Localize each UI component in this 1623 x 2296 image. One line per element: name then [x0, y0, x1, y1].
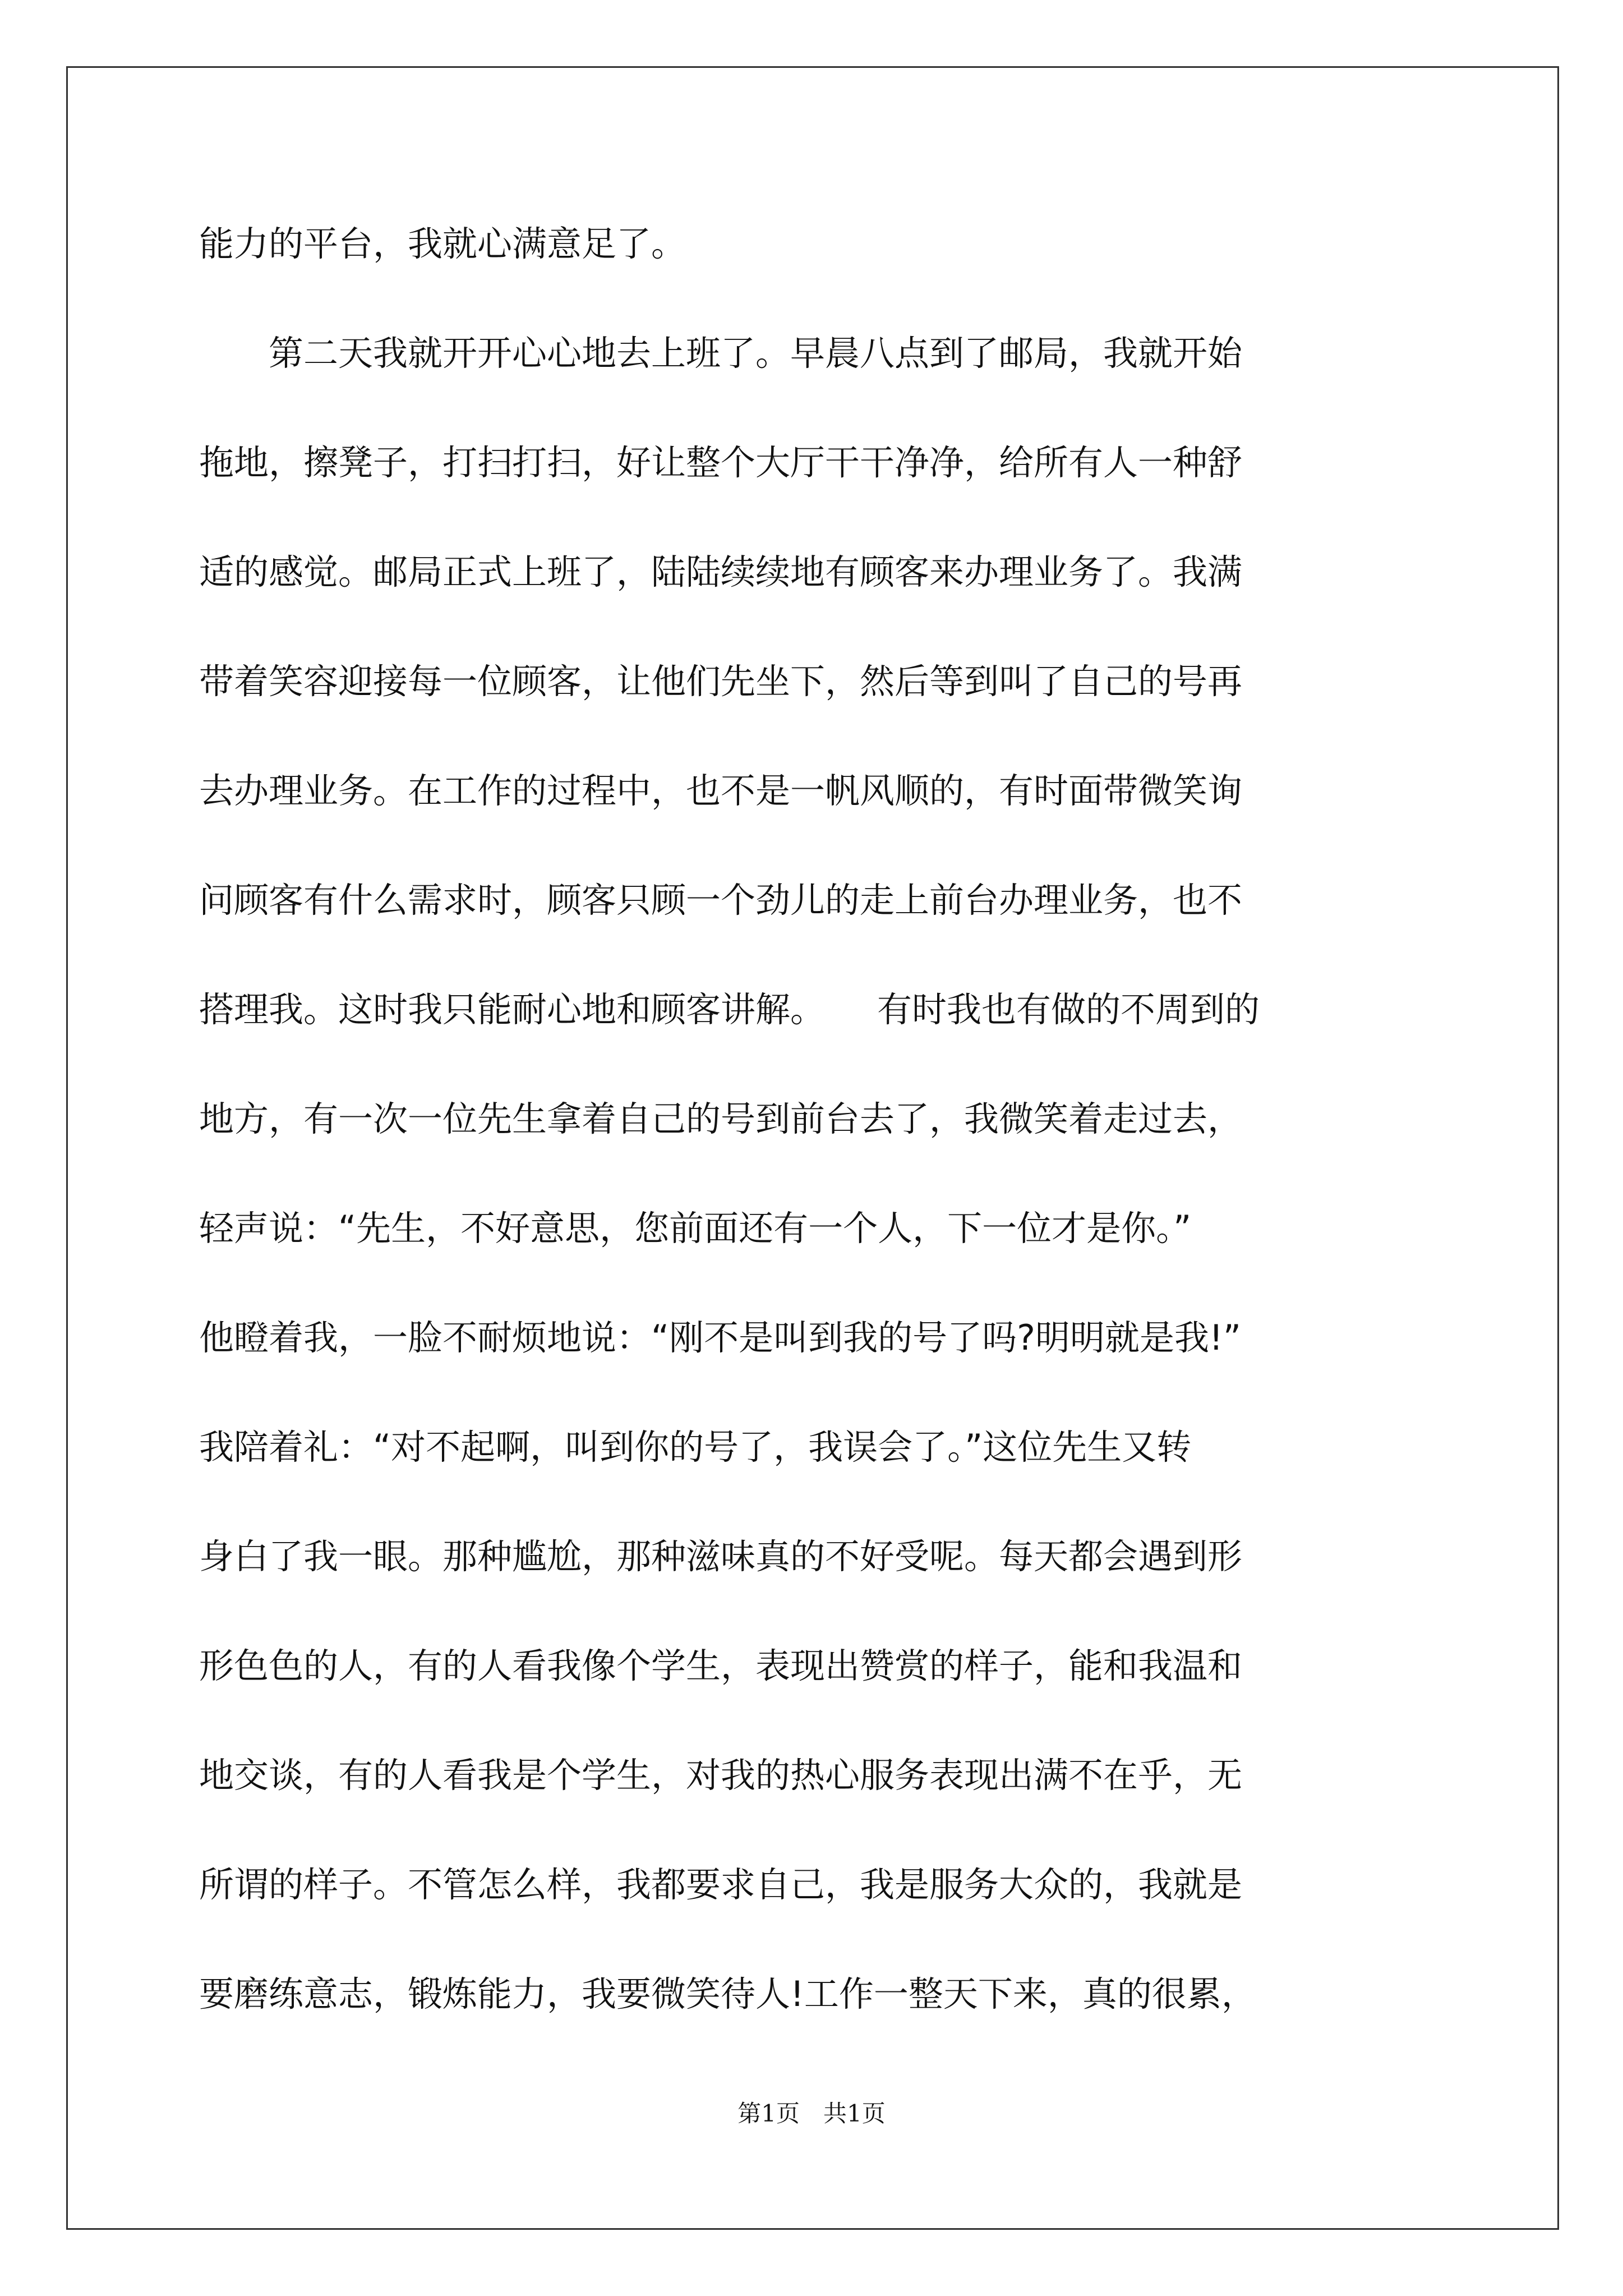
text-line: 我陪着礼：“对不起啊，叫到你的号了，我误会了。”这位先生又转 [199, 1427, 1192, 1467]
text-line: 地交谈，有的人看我是个学生，对我的热心服务表现出满不在乎，无 [199, 1755, 1243, 1796]
page-footer: 第1页 共1页 [737, 2100, 886, 2127]
text-line: 要磨练意志，锻炼能力，我要微笑待人!工作一整天下来，真的很累， [199, 1973, 1256, 2014]
text-line: 形色色的人，有的人看我像个学生，表现出赞赏的样子，能和我温和 [199, 1645, 1243, 1686]
text-line: 能力的平台，我就心满意足了。 [199, 223, 686, 264]
text-line: 搭理我。这时我只能耐心地和顾客讲解。 有时我也有做的不周到的 [199, 989, 1260, 1030]
text-line: 适的感觉。邮局正式上班了，陆陆续续地有顾客来办理业务了。我满 [199, 551, 1243, 592]
text-line: 去办理业务。在工作的过程中，也不是一帆风顺的，有时面带微笑询 [199, 770, 1243, 811]
text-line: 他瞪着我，一脸不耐烦地说：“刚不是叫到我的号了吗?明明就是我!” [199, 1317, 1242, 1358]
text-line: 拖地，擦凳子，打扫打扫，好让整个大厅干干净净，给所有人一种舒 [199, 442, 1243, 483]
text-line: 轻声说：“先生，不好意思，您前面还有一个人，下一位才是你。” [199, 1208, 1192, 1249]
text-line: 问顾客有什么需求时，顾客只顾一个劲儿的走上前台办理业务，也不 [199, 880, 1243, 921]
text-line: 第二天我就开开心心地去上班了。早晨八点到了邮局，我就开始 [199, 333, 1243, 374]
text-line: 地方，有一次一位先生拿着自己的号到前台去了，我微笑着走过去， [199, 1098, 1243, 1139]
text-line: 身白了我一眼。那种尴尬，那种滋味真的不好受呢。每天都会遇到形 [199, 1536, 1243, 1577]
text-line: 带着笑容迎接每一位顾客，让他们先坐下，然后等到叫了自己的号再 [199, 661, 1243, 702]
text-line: 所谓的样子。不管怎么样，我都要求自己，我是服务大众的，我就是 [199, 1864, 1243, 1905]
